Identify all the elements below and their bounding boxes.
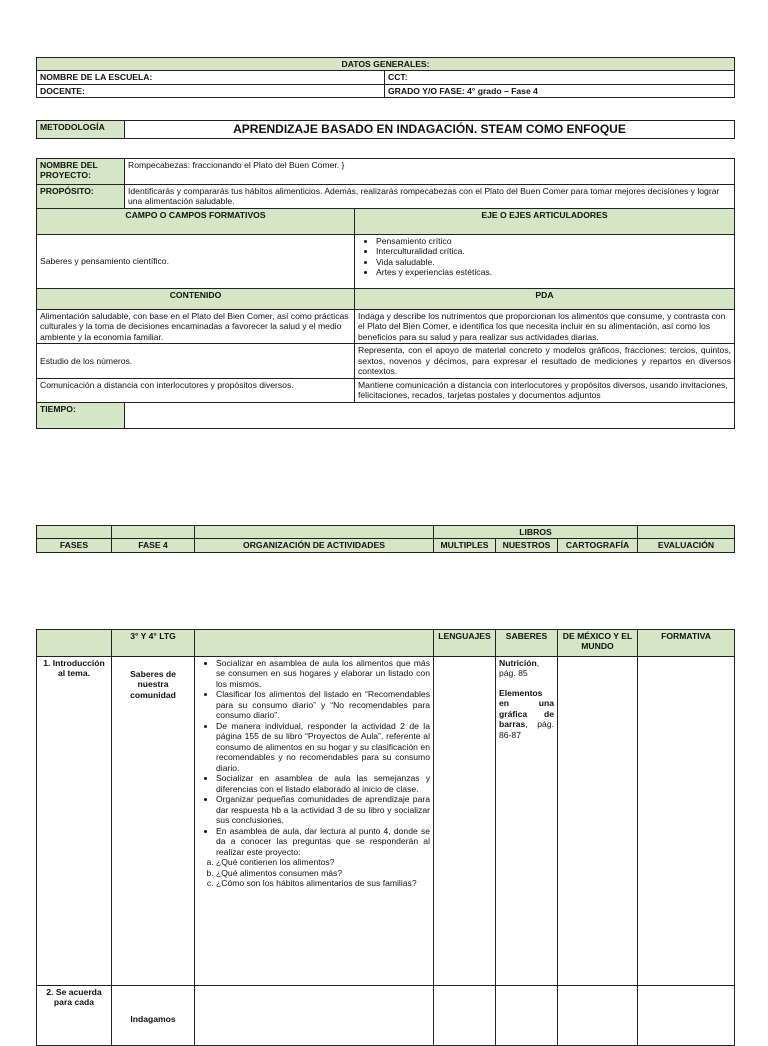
actividades-cell bbox=[195, 986, 434, 1046]
cartografia-header: CARTOGRAFÍA bbox=[558, 539, 638, 552]
lenguajes-cell bbox=[434, 657, 496, 986]
eje-item: • Vida saludable. bbox=[376, 257, 731, 267]
tiempo-value bbox=[125, 402, 735, 428]
saber-nutricion bbox=[499, 658, 554, 679]
saber-grafica-title: Elementos en una gráfica de barras bbox=[499, 687, 554, 730]
formativa-cell bbox=[638, 986, 735, 1046]
fase-acuerdo-cell: 2. Se acuerda para cada bbox=[37, 986, 112, 1046]
saber-grafica bbox=[499, 688, 554, 740]
actividades-empty-cell bbox=[37, 630, 112, 657]
ltg-saberes-comunidad-cell: Saberes de nuestra comunidad bbox=[112, 657, 195, 986]
fase4-header: FASE 4 bbox=[112, 539, 195, 552]
fase-introduccion-cell: 1. Introducción al tema. bbox=[37, 657, 112, 986]
mexico-mundo-header: DE MÉXICO Y EL MUNDO bbox=[558, 630, 638, 657]
fases-empty-cell bbox=[112, 526, 195, 539]
ltg-header: 3° Y 4° LTG bbox=[112, 630, 195, 657]
saberes-cell bbox=[496, 657, 558, 986]
fases-empty-cell bbox=[37, 526, 112, 539]
actividades-empty-cell bbox=[195, 630, 434, 657]
contenido-cell: Alimentación saludable, con base en el Plato del Bien Comer, así como prácticas culturales y la toma de decisiones encaminadas a favorecer la salud y el medio ambiente y la economía familiar. bbox=[37, 309, 355, 343]
actividad-item: • Socializar en asamblea de aula las semejanzas y diferencias con el listado elaborado al inicio de clase. bbox=[216, 773, 430, 794]
metodologia-label: METODOLOGÍA bbox=[37, 121, 125, 139]
ejes-list-cell bbox=[355, 234, 735, 288]
contenido-cell: Comunicación a distancia con interlocutores y propósitos diversos. bbox=[37, 378, 355, 402]
docente-label: DOCENTE: bbox=[37, 84, 385, 97]
fases-empty-cell bbox=[195, 526, 434, 539]
metodologia-table bbox=[36, 120, 735, 139]
pda-header: PDA bbox=[355, 288, 735, 309]
pda-cell: Indaga y describe los nutrimentos que proporcionan los alimentos que consume, y contrasta con el Plato del Bien Comer, e identifica los que necesita incluir en su alimentación, así como los beneficios para su salud y para realizar sus actividades diarias. bbox=[355, 309, 735, 343]
nuestros-header: NUESTROS bbox=[496, 539, 558, 552]
saber-grafica-page: , pág. 86-87 bbox=[499, 719, 554, 740]
eje-item: • Pensamiento crítico bbox=[376, 236, 731, 246]
saber-nutricion-page: , pág. 85 bbox=[499, 658, 540, 679]
saberes-cell bbox=[496, 986, 558, 1046]
contenido-cell: Estudio de los números. bbox=[37, 344, 355, 378]
preguntas-list bbox=[198, 857, 430, 888]
pregunta-item: c. ¿Cómo son los hábitos alimentarios de sus familias? bbox=[216, 878, 430, 888]
datos-generales-header: DATOS GENERALES: bbox=[37, 58, 735, 71]
ejes-list bbox=[358, 236, 731, 278]
metodologia-value: APRENDIZAJE BASADO EN INDAGACIÓN. STEAM COMO ENFOQUE bbox=[125, 121, 735, 139]
pda-cell: Representa, con el apoyo de material concreto y modelos gráficos, fracciones: tercios, quintos, sextos, novenos y décimos, para expresar el resultado de mediciones y repartos en diversos contextos. bbox=[355, 344, 735, 378]
fases-header: FASES bbox=[37, 539, 112, 552]
fases-table bbox=[36, 525, 735, 553]
pregunta-item: b. ¿Qué alimentos consumen más? bbox=[216, 868, 430, 878]
nombre-proyecto-value: Rompecabezas: fraccionando el Plato del Buen Comer. } bbox=[125, 159, 735, 185]
proyecto-table bbox=[36, 158, 735, 429]
saber-nutricion-title: Nutrición bbox=[499, 658, 537, 668]
mexico-mundo-cell bbox=[558, 657, 638, 986]
proposito-value: Identificarás y compararás tus hábitos alimenticios. Además, realizarás rompecabezas con el Plato del Buen Comer para tomar mejores decisiones y lograr una alimentación saludable. bbox=[125, 185, 735, 209]
saberes-header: SABERES bbox=[496, 630, 558, 657]
actividades-table bbox=[36, 629, 735, 1046]
ltg-indagamos-cell: Indagamos bbox=[112, 986, 195, 1046]
escuela-label: NOMBRE DE LA ESCUELA: bbox=[37, 71, 385, 84]
actividades-list bbox=[198, 658, 430, 857]
libros-header: LIBROS bbox=[434, 526, 638, 539]
lenguajes-header: LENGUAJES bbox=[434, 630, 496, 657]
formativa-cell bbox=[638, 657, 735, 986]
nombre-proyecto-label: NOMBRE DEL PROYECTO: bbox=[37, 159, 125, 185]
campo-header: CAMPO O CAMPOS FORMATIVOS bbox=[37, 208, 355, 234]
formativa-header: FORMATIVA bbox=[638, 630, 735, 657]
tiempo-label: TIEMPO: bbox=[37, 402, 125, 428]
pregunta-item: a. ¿Qué contienen los alimentos? bbox=[216, 857, 430, 867]
fases-empty-cell bbox=[638, 526, 735, 539]
actividad-item: • En asamblea de aula, dar lectura al punto 4, donde se da a conocer las preguntas que se responderán al realizar este proyecto: bbox=[216, 826, 430, 857]
actividad-item: • De manera individual, responder la actividad 2 de la página 155 de su libro “Proyectos de Aula”, referente al consumo de alimentos en su hogar y su clasificación en recomendables y no recomendables para su consumo diario. bbox=[216, 721, 430, 773]
eje-item: • Interculturalidad crítica. bbox=[376, 246, 731, 256]
actividad-item: • Clasificar los alimentos del listado en “Recomendables para su consumo diario” y “No recomendables para consumo diario”. bbox=[216, 689, 430, 720]
eje-item: • Artes y experiencias estéticas. bbox=[376, 267, 731, 277]
eje-header: EJE O EJES ARTICULADORES bbox=[355, 208, 735, 234]
lenguajes-cell bbox=[434, 986, 496, 1046]
proposito-label: PROPÓSITO: bbox=[37, 185, 125, 209]
datos-generales-table bbox=[36, 57, 735, 98]
contenido-header: CONTENIDO bbox=[37, 288, 355, 309]
mexico-mundo-cell bbox=[558, 986, 638, 1046]
org-actividades-header: ORGANIZACIÓN DE ACTIVIDADES bbox=[195, 539, 434, 552]
multiples-header: MULTIPLES bbox=[434, 539, 496, 552]
pda-cell: Mantiene comunicación a distancia con interlocutores y propósitos diversos, usando invitaciones, felicitaciones, recados, tarjetas postales y documentos adjuntos bbox=[355, 378, 735, 402]
actividad-item: • Socializar en asamblea de aula los alimentos que más se consumen en sus hogares y elaborar un listado con los mismos. bbox=[216, 658, 430, 689]
evaluacion-header: EVALUACIÓN bbox=[638, 539, 735, 552]
grado-label: GRADO Y/O FASE: 4° grado – Fase 4 bbox=[385, 84, 735, 97]
campo-value: Saberes y pensamiento científico. bbox=[37, 234, 355, 288]
actividades-cell bbox=[195, 657, 434, 986]
cct-label: CCT: bbox=[385, 71, 735, 84]
actividad-item: • Organizar pequeñas comunidades de aprendizaje para dar respuesta hb a la actividad 3 de su libro y socializar sus conclusiones. bbox=[216, 794, 430, 825]
